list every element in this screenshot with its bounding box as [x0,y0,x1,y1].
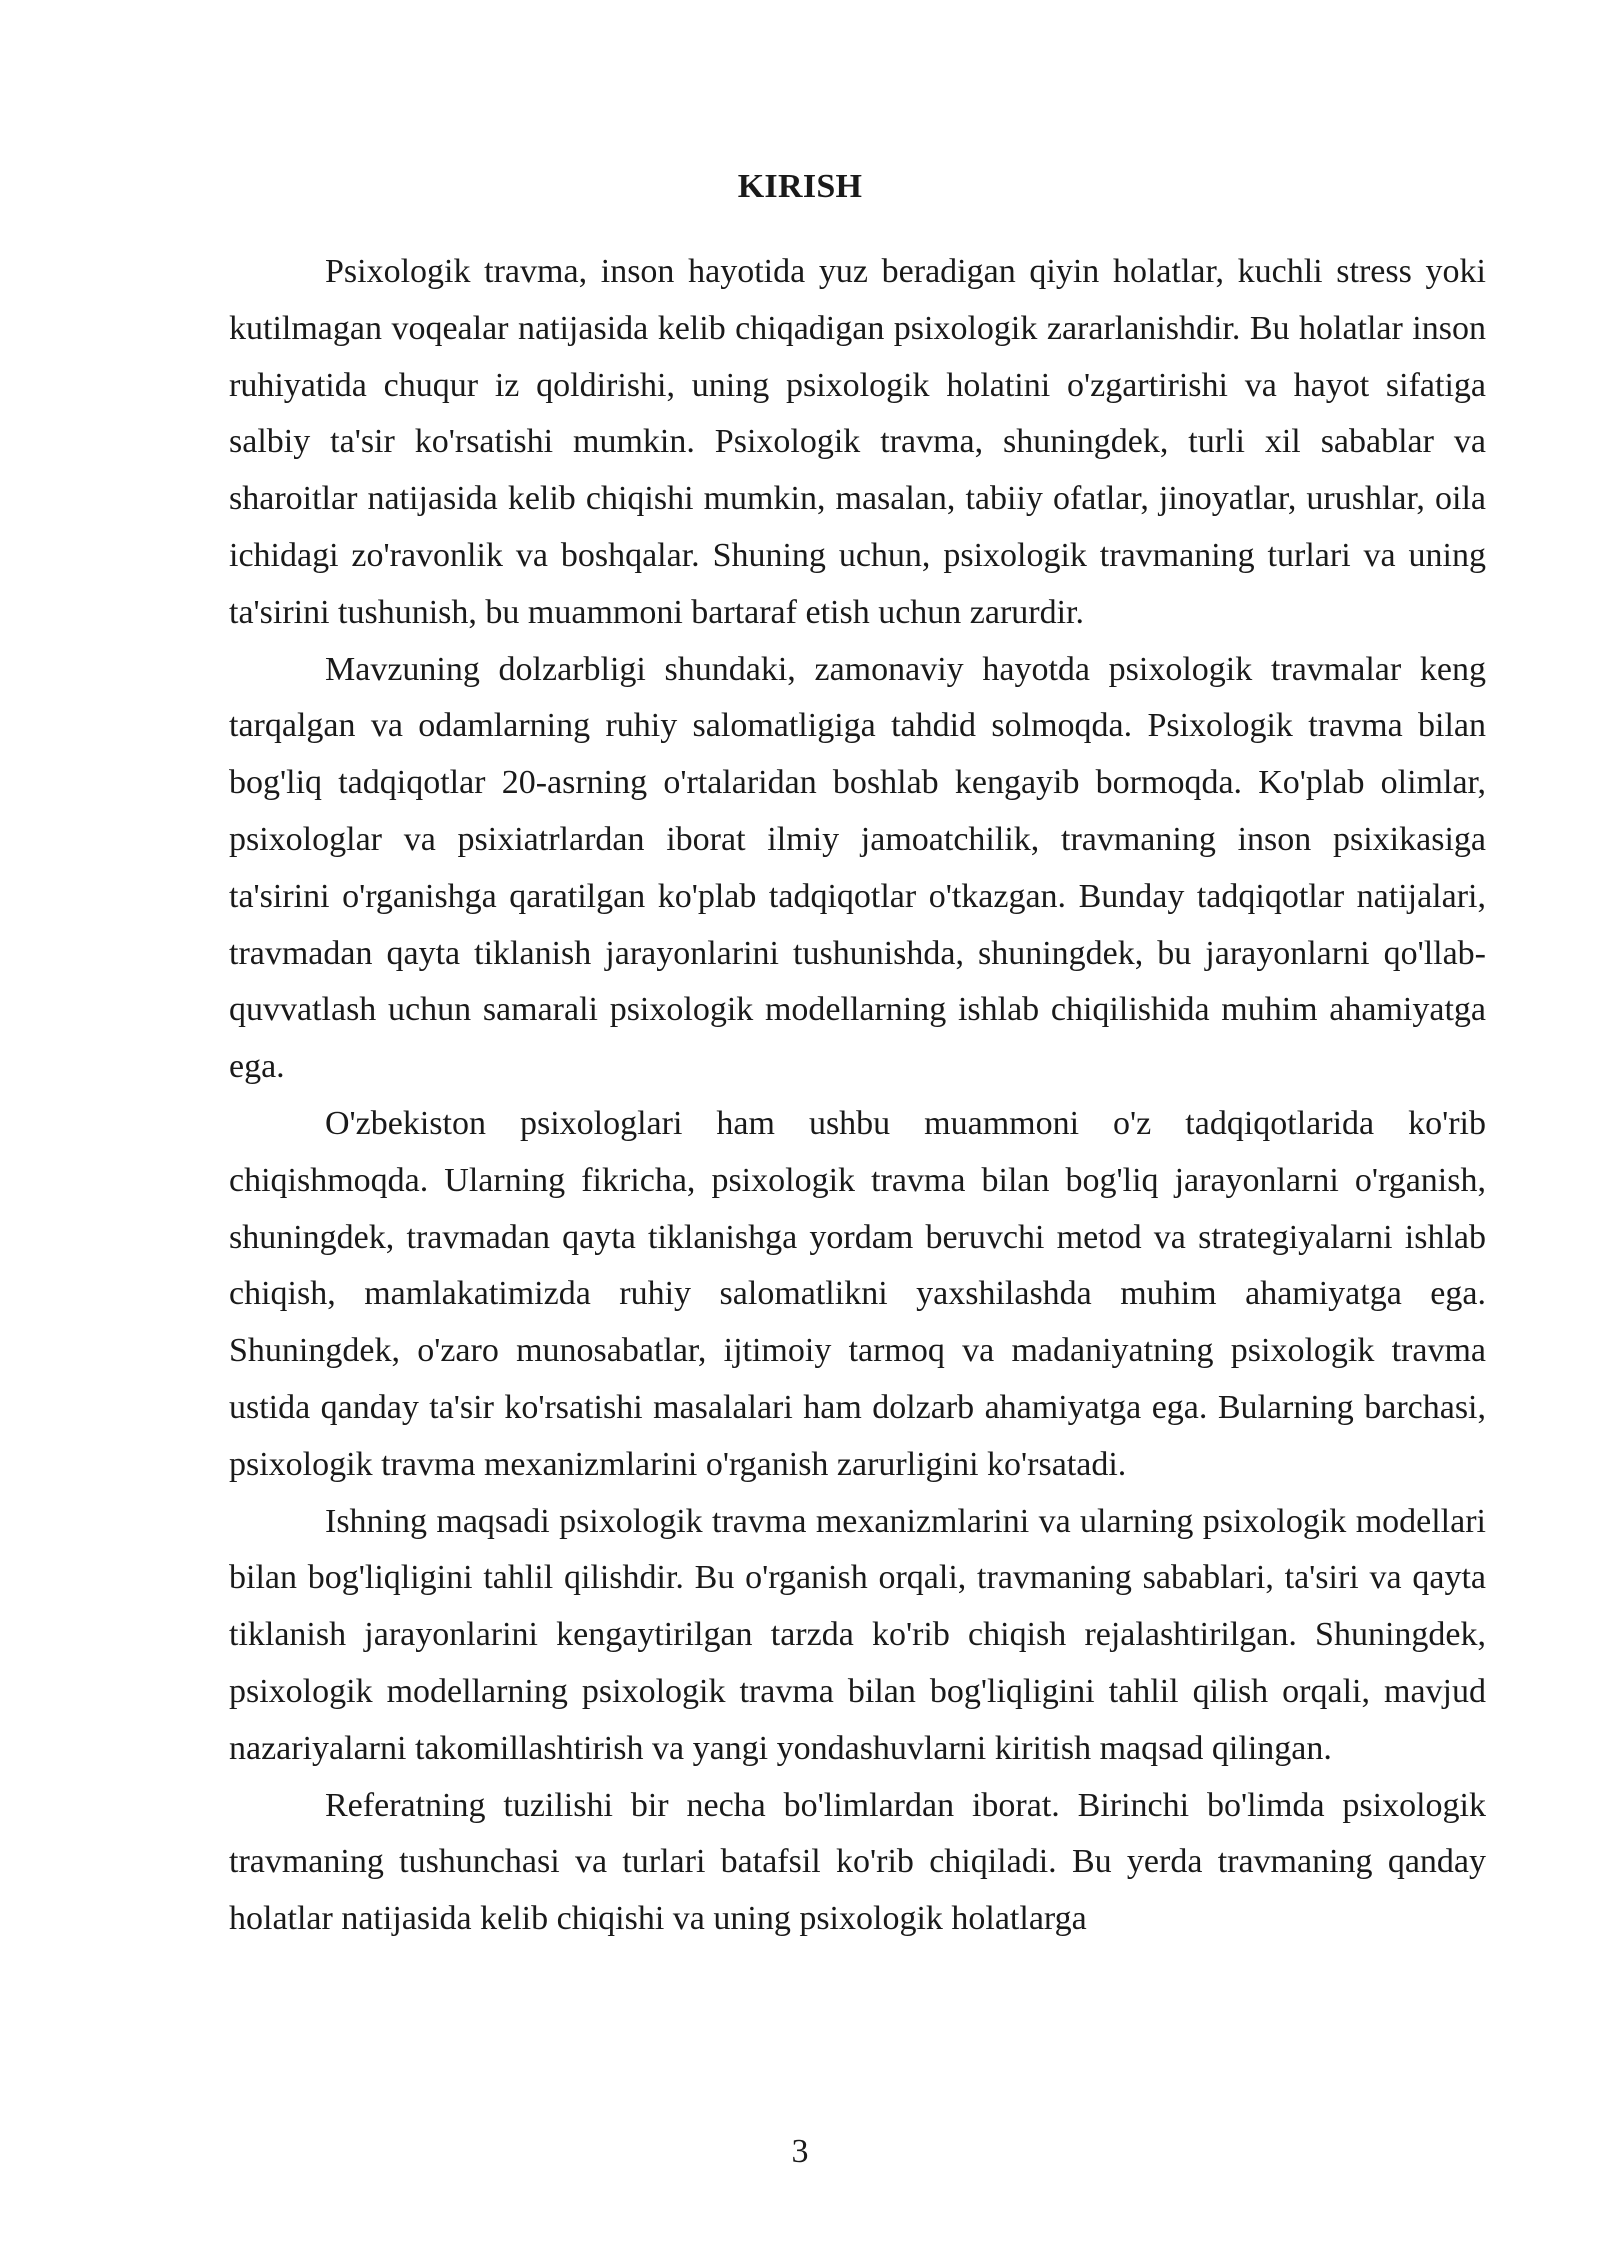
paragraph-1: Psixologik travma, inson hayotida yuz beradigan qiyin holatlar, kuchli stress yoki kutilmagan voqealar natijasida kelib chiqadigan psixologik zararlanishdir. Bu holatlar inson ruhiyatida chuqur iz qoldirishi, uning psixologik holatini o'zgartirishi va hayot sifatiga salbiy ta'sir ko'rsatishi mumkin. Psixologik travma, shuningdek, turli xil sabablar va sharoitlar natijasida kelib chiqishi mumkin, masalan, tabiiy ofatlar, jinoyatlar, urushlar, oila ichidagi zo'ravonlik va boshqalar. Shuning uchun, psixologik travmaning turlari va uning ta'sirini tushunish, bu muammoni bartaraf etish uchun zarurdir. [229,253,1486,631]
page-number: 3 [791,2133,809,2170]
paragraph-4: Ishning maqsadi psixologik travma mexanizmlarini va ularning psixologik modellari bilan bog'liqligini tahlil qilishdir. Bu o'rganish orqali, travmaning sabablari, ta'siri va qayta tiklanish jarayonlarini kengaytirilgan tarzda ko'rib chiqish rejalashtirilgan. Shuningdek, psixologik modellarning psixologik travma bilan bog'liqligini tahlil qilish orqali, mavjud nazariyalarni takomillashtirish va yangi yondashuvlarni kiritish maqsad qilingan. [229,1502,1486,1767]
body-text [229,244,1486,1948]
paragraph-2: Mavzuning dolzarbligi shundaki, zamonaviy hayotda psixologik travmalar keng tarqalgan va odamlarning ruhiy salomatligiga tahdid solmoqda. Psixologik travma bilan bog'liq tadqiqotlar 20-asrning o'rtalaridan boshlab kengayib bormoqda. Ko'plab olimlar, psixologlar va psixiatrlardan iborat ilmiy jamoatchilik, travmaning inson psixikasiga ta'sirini o'rganishga qaratilgan ko'plab tadqiqotlar o'tkazgan. Bunday tadqiqotlar natijalari, travmadan qayta tiklanish jarayonlarini tushunishda, shuningdek, bu jarayonlarni qo'llab-quvvatlash uchun samarali psixologik modellarning ishlab chiqilishida muhim ahamiyatga ega. [229,650,1486,1086]
section-heading: KIRISH [737,168,863,205]
paragraph-3: O'zbekiston psixologlari ham ushbu muammoni o'z tadqiqotlarida ko'rib chiqishmoqda. Ularning fikricha, psixologik travma bilan bog'liq jarayonlarni o'rganish, shuningdek, travmadan qayta tiklanishga yordam beruvchi metod va strategiyalarni ishlab chiqish, mamlakatimizda ruhiy salomatlikni yaxshilashda muhim ahamiyatga ega. Shuningdek, o'zaro munosabatlar, ijtimoiy tarmoq va madaniyatning psixologik travma ustida qanday ta'sir ko'rsatishi masalalari ham dolzarb ahamiyatga ega. Bularning barchasi, psixologik travma mexanizmlarini o'rganish zarurligini ko'rsatadi. [229,1104,1486,1483]
paragraph-5: Referatning tuzilishi bir necha bo'limlardan iborat. Birinchi bo'limda psixologik travmaning tushunchasi va turlari batafsil ko'rib chiqiladi. Bu yerda travmaning qanday holatlar natijasida kelib chiqishi va uning psixologik holatlarga [229,1786,1486,1938]
